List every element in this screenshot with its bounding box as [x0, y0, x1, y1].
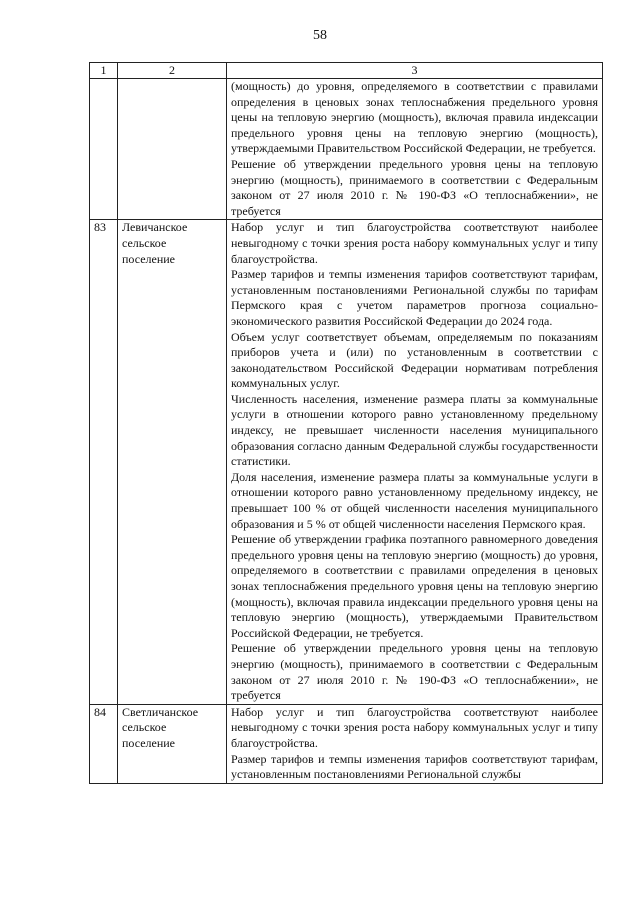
- paragraph: Решение об утверждении графика поэтапного равномерного доведения предельного уровня цены на тепловую энергию (мощность) до уровня, определяемого в соответствии с правилами определения в ценовых зонах теплоснабжения предельного уровня цены на тепловую энергию (мощность), включая правила индексации предельного уровня цены на тепловую энергию (мощность), утверждаемыми Правительством Российской Федерации, не требуется.: [231, 532, 598, 640]
- table-row-continuation: [90, 79, 603, 220]
- header-col-1: 1: [90, 63, 118, 79]
- paragraph: Объем услуг соответствует объемам, определяемым по показаниям приборов учета и (или) по установленным в соответствии с законодательством Российской Федерации нормативам потребления коммунальных услуг.: [231, 329, 598, 391]
- row-number: 83: [90, 220, 118, 704]
- paragraph: Размер тарифов и темпы изменения тарифов соответствуют тарифам, установленным постановлениями Региональной службы по тарифам Пермского края с учетом параметров прогноза социально-экономического развития Российской Федерации до 2024 года.: [231, 267, 598, 328]
- settlement-name: Левичанское сельское поселение: [118, 220, 227, 704]
- page-number: 58: [313, 28, 327, 43]
- paragraph: Набор услуг и тип благоустройства соответствуют наиболее невыгодному с точки зрения роста набору коммунальных услуг и типу благоустройства.: [231, 704, 598, 750]
- header-col-3: 3: [227, 63, 603, 79]
- row-text-cell: [227, 704, 603, 783]
- paragraph: Размер тарифов и темпы изменения тарифов соответствуют тарифам, установленным постановлениями Региональной службы: [231, 751, 598, 782]
- paragraph: Решение об утверждении предельного уровня цены на тепловую энергию (мощность), принимаемого в соответствии с Федеральным законом от 27 июля 2010 г. № 190-ФЗ «О теплоснабжении», не требуется: [231, 156, 598, 218]
- table-row-84: [90, 704, 603, 783]
- document-table: [89, 62, 603, 784]
- paragraph: Решение об утверждении предельного уровня цены на тепловую энергию (мощность), принимаемого в соответствии с Федеральным законом от 27 июля 2010 г. № 190-ФЗ «О теплоснабжении», не требуется: [231, 641, 598, 703]
- paragraph: Набор услуг и тип благоустройства соответствуют наиболее невыгодному с точки зрения роста набору коммунальных услуг и типу благоустройства.: [231, 220, 598, 266]
- settlement-name: Светличанское сельское поселение: [118, 704, 227, 783]
- row-text-cell: [227, 79, 603, 220]
- paragraph: (мощность) до уровня, определяемого в соответствии с правилами определения в ценовых зонах теплоснабжения предельного уровня цены на тепловую энергию (мощность), включая правила индексации предельного уровня цены на тепловую энергию (мощность), утверждаемыми Правительством Российской Федерации, не требуется.: [231, 79, 598, 156]
- row-number: 84: [90, 704, 118, 783]
- row-number-cell: [90, 79, 118, 220]
- row-name-cell: [118, 79, 227, 220]
- paragraph: Доля населения, изменение размера платы за коммунальные услуги в отношении которого равно установленному предельному индексу, не превышает 100 % от общей численности населения муниципального образования и 5 % от общей численности населения Пермского края.: [231, 469, 598, 531]
- table-row-83: [90, 220, 603, 704]
- row-text-cell: [227, 220, 603, 704]
- header-col-2: 2: [118, 63, 227, 79]
- table-header-row: [90, 63, 603, 79]
- paragraph: Численность населения, изменение размера платы за коммунальные услуги в отношении которого равно установленному предельному индексу, не превышает численности населения муниципального образования согласно данным Федеральной службы государственности статистики.: [231, 391, 598, 469]
